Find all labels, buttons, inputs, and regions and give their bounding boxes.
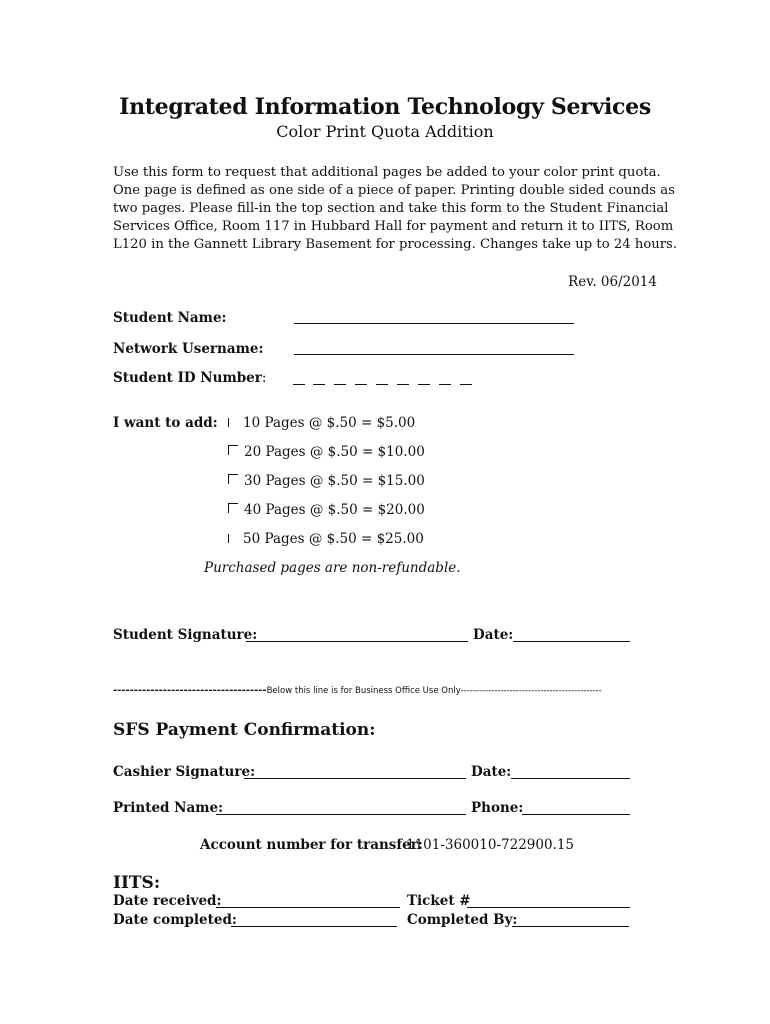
page-title: Integrated Information Technology Services	[119, 94, 651, 120]
student-signature-label: Student Signature:	[113, 627, 258, 643]
option-20-pages[interactable]: 20 Pages @ $.50 = $10.00	[228, 444, 425, 460]
account-label: Account number for transfer:	[200, 837, 423, 853]
network-username-field[interactable]	[294, 354, 574, 355]
id-digit-slot[interactable]	[313, 384, 325, 385]
date-completed-field[interactable]	[231, 926, 397, 927]
checkbox-icon[interactable]	[228, 445, 238, 455]
ticket-label: Ticket #	[407, 893, 471, 909]
sfs-date-label: Date:	[471, 764, 512, 780]
divider-dashes-right: ----------------------------------------------	[460, 686, 602, 696]
account-number: 1101-360010-722900.15	[406, 837, 575, 853]
id-digit-slot[interactable]	[334, 384, 346, 385]
want-to-add-label: I want to add:	[113, 415, 218, 431]
id-digit-slot[interactable]	[439, 384, 451, 385]
intro-line: Use this form to request that additional pages be added to your color print quota.	[113, 165, 661, 180]
id-digit-slot[interactable]	[397, 384, 409, 385]
option-40-pages[interactable]: 40 Pages @ $.50 = $20.00	[228, 502, 425, 518]
option-10-pages[interactable]: 10 Pages @ $.50 = $5.00	[228, 415, 415, 431]
student-date-field[interactable]	[513, 641, 630, 642]
non-refundable-note: Purchased pages are non-refundable.	[204, 560, 461, 576]
iits-heading: IITS:	[113, 873, 161, 893]
page-subtitle: Color Print Quota Addition	[276, 122, 494, 141]
id-digit-slot[interactable]	[376, 384, 388, 385]
printed-name-field[interactable]	[216, 814, 466, 815]
cashier-signature-label: Cashier Signature:	[113, 764, 256, 780]
date-received-field[interactable]	[216, 907, 400, 908]
student-signature-field[interactable]	[246, 641, 468, 642]
student-date-label: Date:	[473, 627, 514, 643]
option-50-pages[interactable]: 50 Pages @ $.50 = $25.00	[228, 531, 424, 547]
printed-name-label: Printed Name:	[113, 800, 224, 816]
checkbox-icon[interactable]	[228, 418, 229, 427]
id-digit-slot[interactable]	[418, 384, 430, 385]
checkbox-icon[interactable]	[228, 534, 229, 543]
student-id-colon: :	[261, 370, 267, 386]
phone-label: Phone:	[471, 800, 524, 816]
id-digit-slot[interactable]	[293, 384, 305, 385]
completed-by-label: Completed By:	[407, 912, 518, 928]
sfs-date-field[interactable]	[511, 778, 630, 779]
sfs-heading: SFS Payment Confirmation:	[113, 720, 376, 740]
office-use-divider	[113, 685, 602, 696]
intro-paragraph	[113, 164, 678, 254]
student-id-label-text: Student ID Number	[113, 370, 262, 386]
cashier-signature-field[interactable]	[244, 778, 466, 779]
network-username-label: Network Username:	[113, 341, 264, 357]
checkbox-icon[interactable]	[228, 474, 238, 484]
id-digit-slot[interactable]	[460, 384, 472, 385]
option-30-pages[interactable]: 30 Pages @ $.50 = $15.00	[228, 473, 425, 489]
ticket-field[interactable]	[467, 907, 630, 908]
date-completed-label: Date completed:	[113, 912, 237, 928]
phone-field[interactable]	[522, 814, 630, 815]
checkbox-icon[interactable]	[228, 503, 238, 513]
student-name-label: Student Name:	[113, 310, 227, 326]
intro-line: One page is defined as one side of a piece of paper. Printing double sided counds as	[113, 183, 675, 198]
divider-text: Below this line is for Business Office Use Only	[266, 686, 461, 696]
intro-line: L120 in the Gannett Library Basement for processing. Changes take up to 24 hours.	[113, 237, 678, 252]
divider-dashes-left: -------------------------------------	[113, 685, 267, 696]
intro-line: Services Office, Room 117 in Hubbard Hall for payment and return it to IITS, Room	[113, 219, 674, 234]
intro-line: two pages. Please fill-in the top section and take this form to the Student Financial	[113, 201, 669, 216]
completed-by-field[interactable]	[512, 926, 629, 927]
student-id-label	[113, 370, 266, 386]
revision-label: Rev. 06/2014	[568, 274, 657, 290]
id-digit-slot[interactable]	[355, 384, 367, 385]
date-received-label: Date received:	[113, 893, 222, 909]
student-name-field[interactable]	[294, 323, 574, 324]
